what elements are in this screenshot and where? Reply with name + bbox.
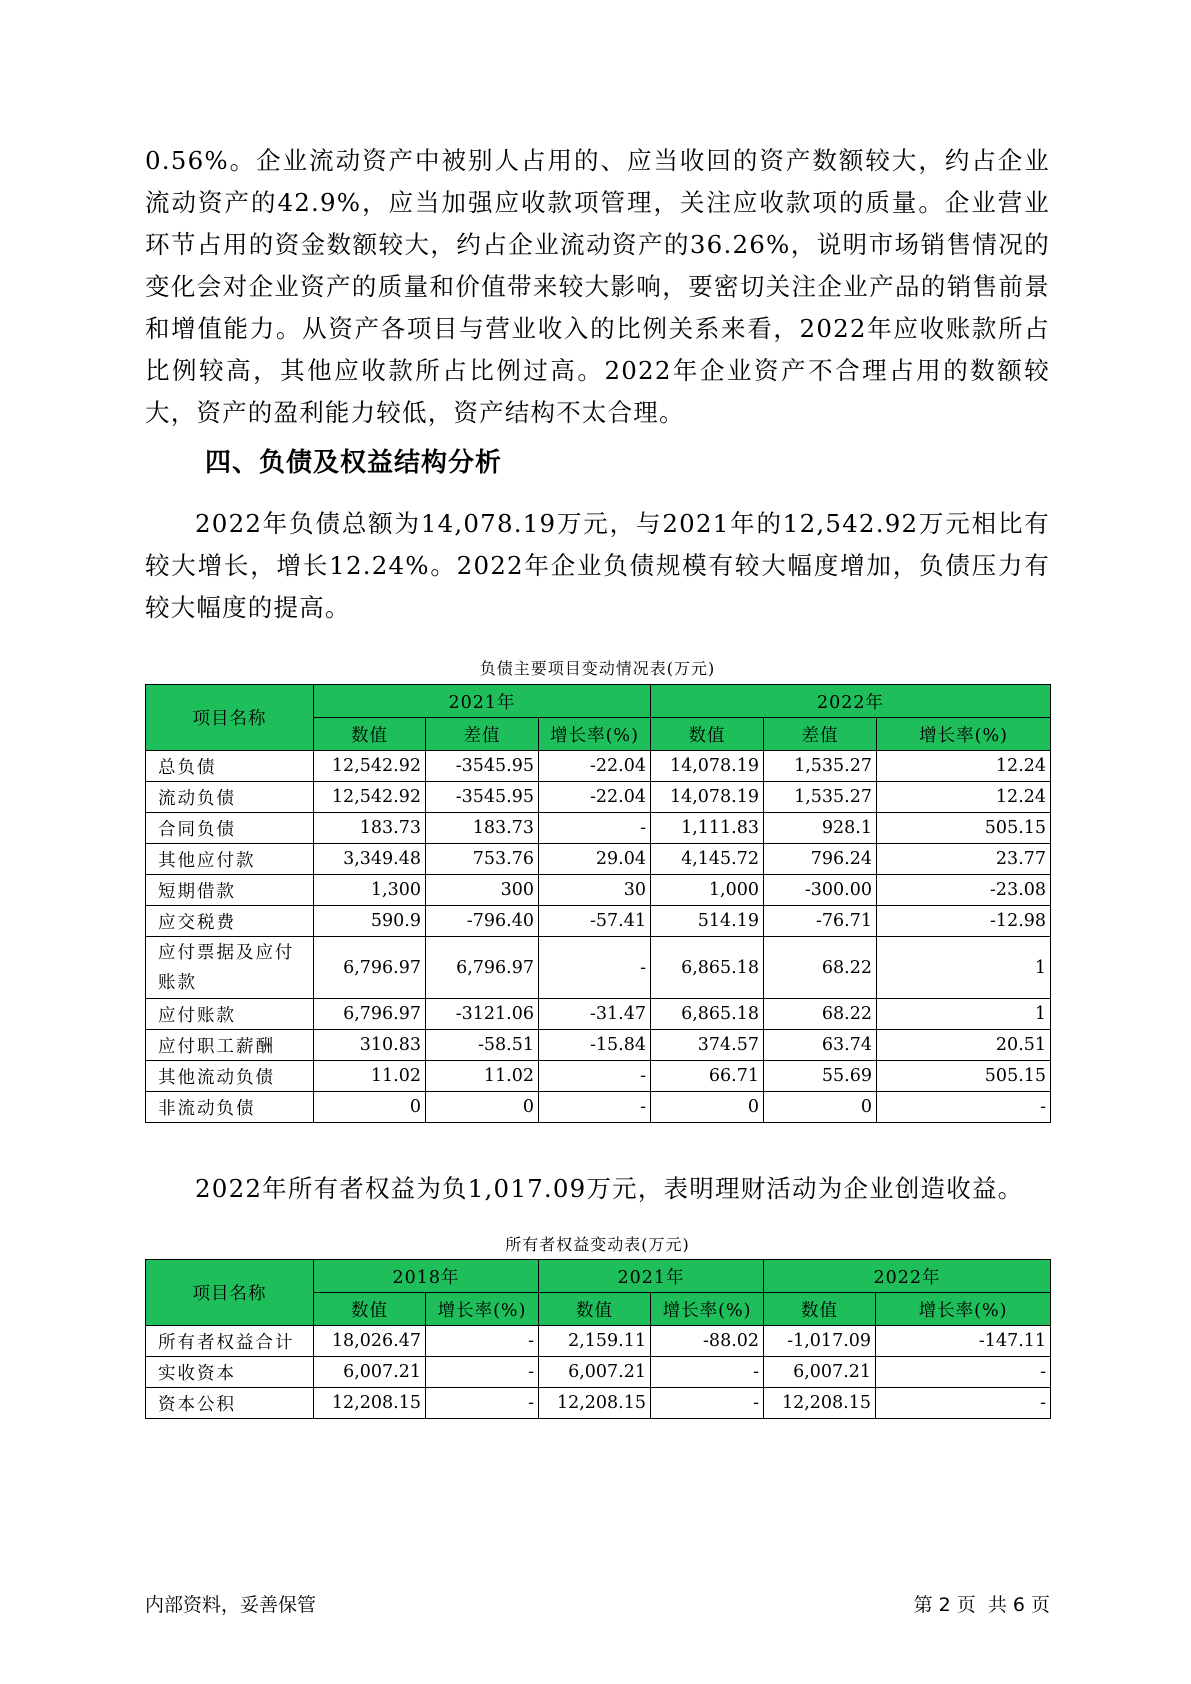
paragraph-equity-summary: 2022年所有者权益为负1,017.09万元，表明理财活动为企业创造收益。 bbox=[195, 1174, 1024, 1203]
table-row bbox=[146, 813, 1051, 844]
cell-value: -300.00 bbox=[764, 875, 877, 906]
cell-value: 505.15 bbox=[877, 813, 1051, 844]
cell-value: -22.04 bbox=[539, 782, 651, 813]
table-row bbox=[146, 1061, 1051, 1092]
cell-value: 6,007.21 bbox=[314, 1357, 426, 1388]
cell-value: 6,796.97 bbox=[314, 999, 426, 1030]
cell-value: 68.22 bbox=[764, 937, 877, 999]
cell-value: - bbox=[426, 1388, 539, 1419]
table-row bbox=[146, 844, 1051, 875]
column-header-year: 2022年 bbox=[651, 685, 1051, 718]
cell-value: 20.51 bbox=[877, 1030, 1051, 1061]
column-header-year: 2021年 bbox=[539, 1260, 764, 1293]
section-heading: 四、负债及权益结构分析 bbox=[205, 448, 503, 478]
table1-caption: 负债主要项目变动情况表(万元) bbox=[479, 659, 716, 678]
row-label: 合同负债 bbox=[146, 813, 314, 844]
cell-value: 796.24 bbox=[764, 844, 877, 875]
cell-value: 4,145.72 bbox=[651, 844, 764, 875]
row-label: 实收资本 bbox=[146, 1357, 314, 1388]
column-header: 数值 bbox=[764, 1293, 876, 1326]
cell-value: 590.9 bbox=[314, 906, 426, 937]
row-label: 非流动负债 bbox=[146, 1092, 314, 1123]
cell-value: 11.02 bbox=[314, 1061, 426, 1092]
cell-value: 18,026.47 bbox=[314, 1326, 426, 1357]
cell-value: 0 bbox=[426, 1092, 539, 1123]
cell-value: -57.41 bbox=[539, 906, 651, 937]
paragraph-asset-analysis: 0.56%。企业流动资产中被别人占用的、应当收回的资产数额较大，约占企业流动资产的42.9%，应当加强应收款项管理，关注应收款项的质量。企业营业环节占用的资金数额较大，约占企业流动资产的36.26%，说明市场销售情况的变化会对企业资产的质量和价值带来较大影响，要密切关注企业产品的销售前景和增值能力。从资产各项目与营业收入的比例关系来看，2022年应收账款所占比例较高，其他应收款所占比例过高。2022年企业资产不合理占用的数额较大，资产的盈利能力较低，资产结构不太合理。 bbox=[145, 146, 1050, 427]
table-row bbox=[146, 1092, 1051, 1123]
row-label: 应付账款 bbox=[146, 999, 314, 1030]
cell-value: - bbox=[426, 1357, 539, 1388]
cell-value: 0 bbox=[314, 1092, 426, 1123]
table-header-row bbox=[146, 685, 1051, 718]
cell-value: -12.98 bbox=[877, 906, 1051, 937]
cell-value: 14,078.19 bbox=[651, 782, 764, 813]
cell-value: 6,796.97 bbox=[314, 937, 426, 999]
cell-value: 183.73 bbox=[426, 813, 539, 844]
cell-value: - bbox=[539, 1092, 651, 1123]
cell-value: 23.77 bbox=[877, 844, 1051, 875]
cell-value: -3545.95 bbox=[426, 782, 539, 813]
column-header: 增长率(%) bbox=[651, 1293, 764, 1326]
cell-value: 12.24 bbox=[877, 751, 1051, 782]
column-header-year: 2022年 bbox=[764, 1260, 1051, 1293]
column-header: 数值 bbox=[539, 1293, 651, 1326]
cell-value: -22.04 bbox=[539, 751, 651, 782]
table-row bbox=[146, 875, 1051, 906]
paragraph-liability-summary: 2022年负债总额为14,078.19万元，与2021年的12,542.92万元相比有较大增长，增长12.24%。2022年企业负债规模有较大幅度增加，负债压力有较大幅度的提高。 bbox=[145, 509, 1050, 622]
column-header-name: 项目名称 bbox=[146, 1260, 314, 1326]
cell-value: -147.11 bbox=[876, 1326, 1051, 1357]
cell-value: -3545.95 bbox=[426, 751, 539, 782]
cell-value: 183.73 bbox=[314, 813, 426, 844]
equity-table bbox=[145, 1259, 1051, 1419]
cell-value: -58.51 bbox=[426, 1030, 539, 1061]
cell-value: 14,078.19 bbox=[651, 751, 764, 782]
liability-table bbox=[145, 684, 1051, 1123]
row-label: 其他应付款 bbox=[146, 844, 314, 875]
table-row bbox=[146, 937, 1051, 999]
row-label: 应付票据及应付账款 bbox=[146, 937, 314, 999]
row-label: 所有者权益合计 bbox=[146, 1326, 314, 1357]
table-row bbox=[146, 1388, 1051, 1419]
cell-value: 12.24 bbox=[877, 782, 1051, 813]
column-header: 数值 bbox=[314, 718, 426, 751]
cell-value: - bbox=[426, 1326, 539, 1357]
row-label: 应付职工薪酬 bbox=[146, 1030, 314, 1061]
cell-value: 1,300 bbox=[314, 875, 426, 906]
cell-value: 310.83 bbox=[314, 1030, 426, 1061]
cell-value: 753.76 bbox=[426, 844, 539, 875]
table-row bbox=[146, 1030, 1051, 1061]
table-row bbox=[146, 906, 1051, 937]
cell-value: 300 bbox=[426, 875, 539, 906]
cell-value: 6,796.97 bbox=[426, 937, 539, 999]
cell-value: -31.47 bbox=[539, 999, 651, 1030]
row-label: 短期借款 bbox=[146, 875, 314, 906]
column-header: 数值 bbox=[651, 718, 764, 751]
column-header: 增长率(%) bbox=[426, 1293, 539, 1326]
cell-value: 11.02 bbox=[426, 1061, 539, 1092]
cell-value: - bbox=[539, 937, 651, 999]
cell-value: 505.15 bbox=[877, 1061, 1051, 1092]
cell-value: 1,535.27 bbox=[764, 782, 877, 813]
cell-value: - bbox=[876, 1357, 1051, 1388]
cell-value: 12,208.15 bbox=[539, 1388, 651, 1419]
cell-value: - bbox=[876, 1388, 1051, 1419]
cell-value: 63.74 bbox=[764, 1030, 877, 1061]
cell-value: - bbox=[539, 813, 651, 844]
table-row bbox=[146, 751, 1051, 782]
cell-value: 2,159.11 bbox=[539, 1326, 651, 1357]
cell-value: -3121.06 bbox=[426, 999, 539, 1030]
cell-value: - bbox=[651, 1357, 764, 1388]
footer-confidential-note: 内部资料，妥善保管 bbox=[145, 1594, 317, 1616]
table-header-row bbox=[146, 1260, 1051, 1293]
column-header: 增长率(%) bbox=[539, 718, 651, 751]
cell-value: 1,000 bbox=[651, 875, 764, 906]
cell-value: 0 bbox=[651, 1092, 764, 1123]
column-header: 增长率(%) bbox=[877, 718, 1051, 751]
cell-value: 55.69 bbox=[764, 1061, 877, 1092]
cell-value: 12,542.92 bbox=[314, 782, 426, 813]
cell-value: -76.71 bbox=[764, 906, 877, 937]
cell-value: 29.04 bbox=[539, 844, 651, 875]
cell-value: - bbox=[539, 1061, 651, 1092]
table-row bbox=[146, 1357, 1051, 1388]
cell-value: 6,007.21 bbox=[764, 1357, 876, 1388]
column-header: 差值 bbox=[426, 718, 539, 751]
cell-value: 374.57 bbox=[651, 1030, 764, 1061]
table2-caption: 所有者权益变动表(万元) bbox=[505, 1235, 690, 1254]
column-header-year: 2021年 bbox=[314, 685, 651, 718]
table-row bbox=[146, 782, 1051, 813]
cell-value: -15.84 bbox=[539, 1030, 651, 1061]
cell-value: -23.08 bbox=[877, 875, 1051, 906]
cell-value: 1 bbox=[877, 999, 1051, 1030]
cell-value: 30 bbox=[539, 875, 651, 906]
column-header: 增长率(%) bbox=[876, 1293, 1051, 1326]
cell-value: 66.71 bbox=[651, 1061, 764, 1092]
cell-value: 1,535.27 bbox=[764, 751, 877, 782]
footer-page-number: 第 2 页 共 6 页 bbox=[913, 1594, 1050, 1616]
cell-value: -796.40 bbox=[426, 906, 539, 937]
column-header-year: 2018年 bbox=[314, 1260, 539, 1293]
column-header-name: 项目名称 bbox=[146, 685, 314, 751]
cell-value: -88.02 bbox=[651, 1326, 764, 1357]
cell-value: - bbox=[877, 1092, 1051, 1123]
cell-value: 6,865.18 bbox=[651, 999, 764, 1030]
row-label: 流动负债 bbox=[146, 782, 314, 813]
table-row bbox=[146, 999, 1051, 1030]
cell-value: 3,349.48 bbox=[314, 844, 426, 875]
cell-value: 1,111.83 bbox=[651, 813, 764, 844]
column-header: 差值 bbox=[764, 718, 877, 751]
cell-value: 68.22 bbox=[764, 999, 877, 1030]
cell-value: - bbox=[651, 1388, 764, 1419]
cell-value: 6,007.21 bbox=[539, 1357, 651, 1388]
cell-value: 928.1 bbox=[764, 813, 877, 844]
column-header: 数值 bbox=[314, 1293, 426, 1326]
table-row bbox=[146, 1326, 1051, 1357]
row-label: 总负债 bbox=[146, 751, 314, 782]
cell-value: 1 bbox=[877, 937, 1051, 999]
row-label: 资本公积 bbox=[146, 1388, 314, 1419]
cell-value: 12,208.15 bbox=[314, 1388, 426, 1419]
cell-value: -1,017.09 bbox=[764, 1326, 876, 1357]
cell-value: 12,208.15 bbox=[764, 1388, 876, 1419]
cell-value: 514.19 bbox=[651, 906, 764, 937]
cell-value: 0 bbox=[764, 1092, 877, 1123]
cell-value: 6,865.18 bbox=[651, 937, 764, 999]
row-label: 应交税费 bbox=[146, 906, 314, 937]
row-label: 其他流动负债 bbox=[146, 1061, 314, 1092]
cell-value: 12,542.92 bbox=[314, 751, 426, 782]
